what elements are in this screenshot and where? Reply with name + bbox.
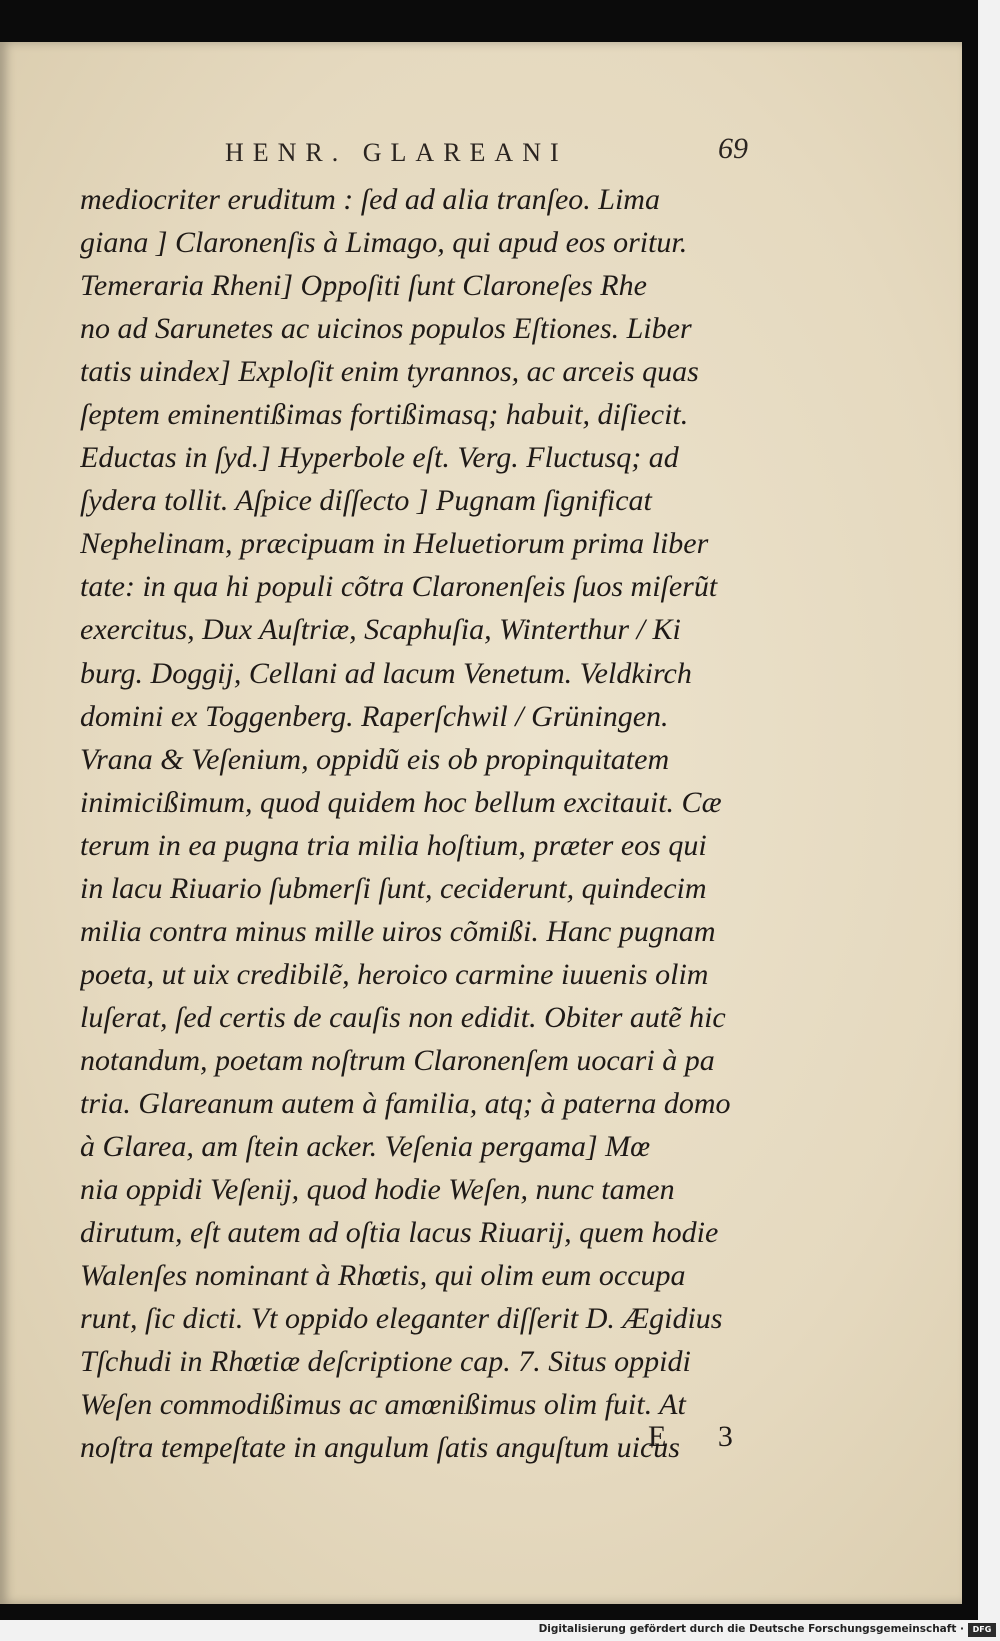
text-line: milia contra minus mille uiros cõmißi. Hanc pugnam xyxy=(80,914,716,948)
text-line: Temeraria Rheni] Oppoſiti ſunt Claroneſes Rhe xyxy=(80,269,647,303)
text-line: notandum, poetam noſtrum Claronenſem uocari à pa xyxy=(80,1043,715,1077)
dfg-logo-icon: DFG xyxy=(968,1623,996,1637)
text-line: poeta, ut uix credibilẽ, heroico carmine iuuenis olim xyxy=(80,957,709,991)
text-line: à Glarea, am ſtein acker. Veſenia pergama] Mœ xyxy=(80,1130,651,1164)
text-line: Vrana & Veſenium, oppidũ eis ob propinquitatem xyxy=(80,742,670,776)
text-line: Walenſes nominant à Rhœtis, qui olim eum occupa xyxy=(80,1259,686,1293)
text-line: luſerat, ſed certis de cauſis non edidit. Obiter autẽ hic xyxy=(80,1000,726,1034)
text-line: burg. Doggij, Cellani ad lacum Venetum. Veldkirch xyxy=(80,656,692,690)
text-line: noſtra tempeſtate in angulum ſatis anguſtum uicus xyxy=(80,1431,680,1465)
text-line: nia oppidi Veſenij, quod hodie Weſen, nunc tamen xyxy=(80,1173,675,1207)
text-line: Tſchudi in Rhœtiæ deſcriptione cap. 7. Situs oppidi xyxy=(80,1345,691,1379)
text-line: dirutum, eſt autem ad oſtia lacus Riuarij, quem hodie xyxy=(80,1216,719,1250)
text-line: tria. Glareanum autem à familia, atq; à paterna domo xyxy=(80,1086,731,1120)
text-line: mediocriter eruditum : ſed ad alia tranſeo. Lima xyxy=(80,183,660,216)
text-line: Nephelinam, præcipuam in Heluetiorum prima liber xyxy=(80,527,709,561)
text-line: runt, ſic dicti. Vt oppido eleganter diſſerit D. Ægidius xyxy=(80,1302,723,1336)
running-title: HENR. GLAREANI xyxy=(225,138,568,167)
page-number: 69 xyxy=(718,132,748,165)
body-text xyxy=(80,178,820,1469)
text-line: in lacu Riuario ſubmerſi ſunt, ceciderunt, quindecim xyxy=(80,871,707,905)
text-line: ſeptem eminentißimas fortißimasq; habuit, diſiecit. xyxy=(80,398,689,432)
text-line: exercitus, Dux Auſtriæ, Scaphuſia, Winterthur / Ki xyxy=(80,613,681,647)
funding-credit: Digitalisierung gefördert durch die Deutsche Forschungsgemeinschaft · xyxy=(538,1623,964,1635)
text-line: tatis uindex] Exploſit enim tyrannos, ac arceis quas xyxy=(80,355,699,389)
text-line: no ad Sarunetes ac uicinos populos Eſtiones. Liber xyxy=(80,312,692,346)
text-line: giana ] Claronenſis à Limago, qui apud eos oritur. xyxy=(80,226,688,260)
text-line: domini ex Toggenberg. Raperſchwil / Grüningen. xyxy=(80,699,669,733)
text-line: Eductas in ſyd.] Hyperbole eſt. Verg. Fluctusq; ad xyxy=(80,441,679,475)
text-line: terum in ea pugna tria milia hoſtium, præter eos qui xyxy=(80,828,707,862)
text-line: ſydera tollit. Aſpice diſſecto ] Pugnam ſignificat xyxy=(80,484,652,518)
text-line: tate: in qua hi populi cõtra Claronenſeis ſuos miſerũt xyxy=(80,570,718,604)
text-line: Weſen commodißimus ac amœnißimus olim fuit. At xyxy=(80,1388,686,1422)
signature-mark: E 3 xyxy=(648,1420,755,1453)
text-line: inimicißimum, quod quidem hoc bellum excitauit. Cæ xyxy=(80,785,722,819)
